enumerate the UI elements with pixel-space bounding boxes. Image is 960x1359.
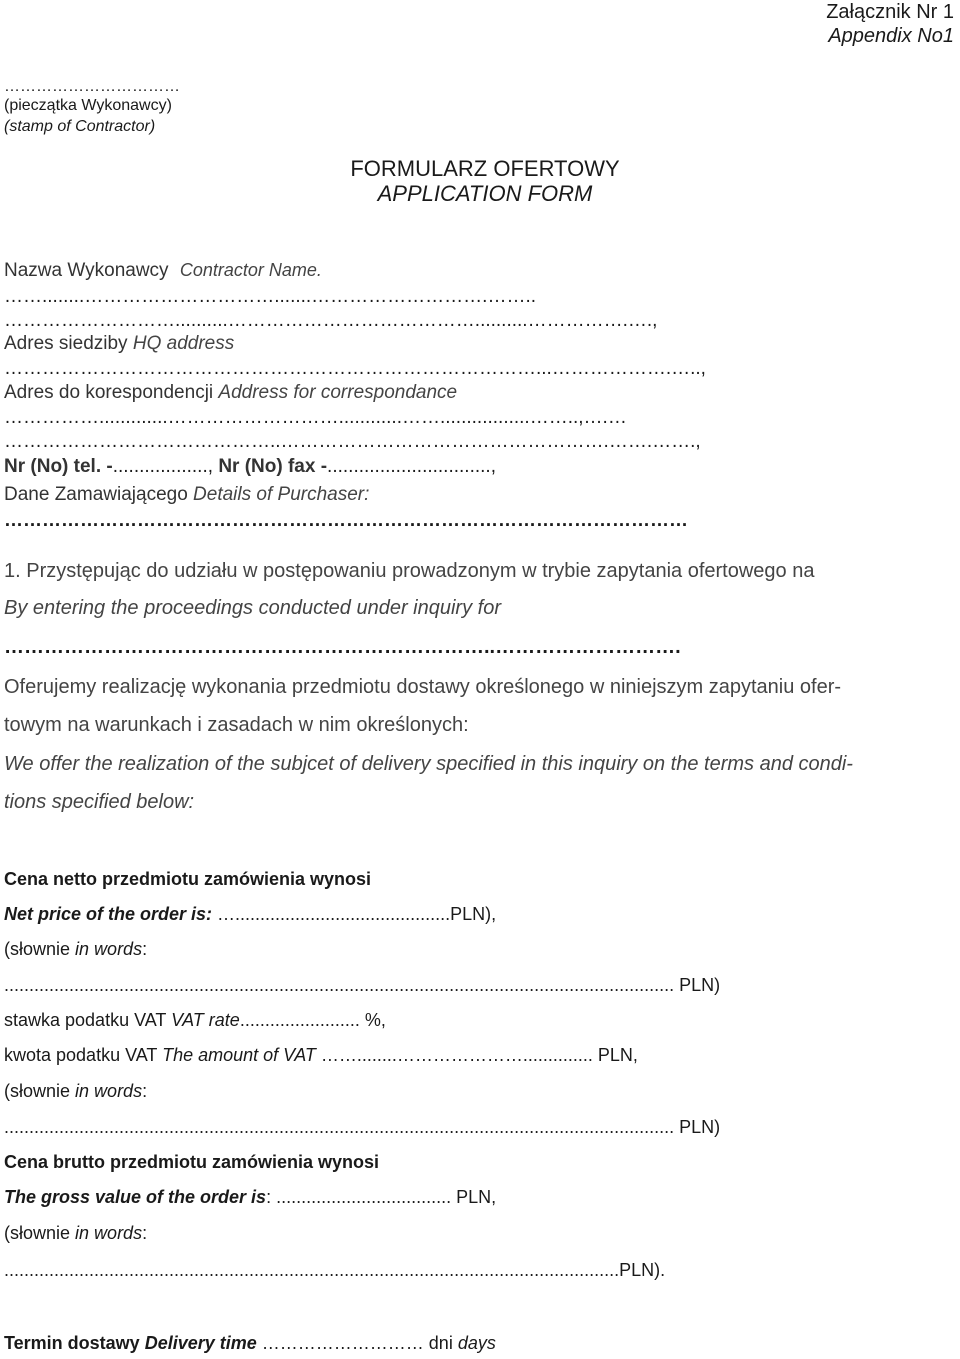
vat-amount-label: kwota podatku VAT <box>4 1045 158 1065</box>
gross-price-line <box>4 1187 496 1208</box>
gross-words-colon: : <box>142 1223 148 1243</box>
delivery-time-label: Termin dostawy <box>4 1333 140 1353</box>
gross-words-label-pl: (słownie <box>4 1223 71 1243</box>
net-words-label-en: in words <box>75 939 143 959</box>
offer-text-pl-2: towym na warunkach i zasadach w nim określonych: <box>4 714 469 736</box>
correspondence-address-label <box>4 382 457 404</box>
vat-words-colon: : <box>142 1081 148 1101</box>
delivery-unit-en: days <box>457 1333 496 1353</box>
net-words-label-pl: (słownie <box>4 939 71 959</box>
gross-price-label: Cena brutto przedmiotu zamówienia wynosi <box>4 1152 380 1172</box>
vat-words-label-pl: (słownie <box>4 1081 71 1101</box>
vat-words-label-en: in words <box>75 1081 143 1101</box>
delivery-time-label-en: Delivery time <box>144 1333 257 1353</box>
net-price-field: …...........................................PLN), <box>212 904 497 924</box>
delivery-time-field: ……………………… <box>256 1333 429 1353</box>
correspondence-address-line-1: …………….............………………………............…….................……..,….… <box>4 407 627 428</box>
hq-address-label <box>4 333 234 355</box>
vat-amount-field: ……........………………….............. PLN, <box>315 1045 638 1065</box>
offer-text-en-2: tions specified below: <box>4 791 195 813</box>
correspondence-address-label-en: Address for correspondance <box>218 382 458 403</box>
contractor-name-line-1: ……........………………………….......……………………….…….. <box>4 286 537 307</box>
section-1-heading-en: By entering the proceedings conducted under inquiry for <box>4 597 501 619</box>
vat-words-field: ...................................................................................................................................... PLN) <box>4 1117 721 1137</box>
stamp-label: (pieczątka Wykonawcy) <box>4 97 172 114</box>
stamp-dots: …………………………… <box>4 78 180 95</box>
correspondence-address-label-pl: Adres do korespondencji <box>4 382 214 403</box>
gross-words-label-en: in words <box>75 1223 143 1243</box>
delivery-unit: dni <box>428 1333 453 1353</box>
vat-rate-label: stawka podatku VAT <box>4 1010 167 1030</box>
purchaser-label-pl: Dane Zamawiającego <box>4 484 188 505</box>
gross-price-field: : ................................... PLN, <box>266 1187 497 1207</box>
net-words-label <box>4 939 147 960</box>
correspondence-address-line-2: ……………………………………..…………………………………………….…….……., <box>4 431 701 452</box>
vat-rate-field: ........................ %, <box>239 1010 386 1030</box>
net-words-colon: : <box>142 939 148 959</box>
vat-words-label <box>4 1081 147 1102</box>
vat-rate-label-en: VAT rate <box>171 1010 240 1030</box>
section-1-heading: 1. Przystępując do udziału w postępowaniu prowadzonym w trybie zapytania ofertowego na <box>4 560 815 582</box>
hq-address-label-en: HQ address <box>132 333 235 354</box>
net-price-label-en: Net price of the order is: <box>4 904 213 924</box>
fax-label: Nr (No) fax - <box>218 456 328 477</box>
gross-price-label-en: The gross value of the order is <box>4 1187 267 1207</box>
hq-address-label-pl: Adres siedziby <box>4 333 128 354</box>
offer-text-en-1: We offer the realization of the subjcet of delivery specified in this inquiry on the terms and condi- <box>4 753 853 775</box>
phone-separator: , <box>207 456 214 477</box>
phone-label: Nr (No) tel. - <box>4 456 113 477</box>
phone-field: .................. <box>112 456 208 477</box>
net-price-label: Cena netto przedmiotu zamówienia wynosi <box>4 869 372 889</box>
net-price-line <box>4 904 496 925</box>
offer-text-pl-1: Oferujemy realizację wykonania przedmiotu dostawy określonego w niniejszym zapytaniu ofer- <box>4 676 842 698</box>
contractor-name-line-2: ………………………..........…………………………………..........…………….…., <box>4 310 658 331</box>
fax-field: ............................... <box>327 456 491 477</box>
contact-line <box>4 456 496 478</box>
annex-number: Załącznik Nr 1 <box>826 1 954 23</box>
purchaser-label <box>4 484 369 506</box>
fax-separator: , <box>490 456 496 477</box>
form-title: FORMULARZ OFERTOWY <box>350 156 620 181</box>
net-words-field: ...................................................................................................................................... PLN) <box>4 975 721 995</box>
purchaser-line: ……………………………………………………………………………………………… <box>4 510 688 531</box>
vat-amount-label-en: The amount of VAT <box>162 1045 316 1065</box>
purchaser-label-en: Details of Purchaser: <box>193 484 370 505</box>
vat-rate-line <box>4 1010 386 1031</box>
form-title-en: APPLICATION FORM <box>377 181 593 206</box>
vat-amount-line <box>4 1045 638 1066</box>
hq-address-line: …………………………………………………………………………...……………….….., <box>4 358 706 379</box>
inquiry-subject-line: ………………………………………………………………..………………………. <box>4 636 681 658</box>
gross-words-label <box>4 1223 147 1244</box>
gross-words-field: ...........................................................................................................................PLN). <box>4 1260 666 1280</box>
contractor-name-label-pl: Nazwa Wykonawcy <box>4 260 169 281</box>
contractor-name-label <box>4 260 322 282</box>
delivery-time-line <box>4 1333 496 1354</box>
contractor-name-label-en: Contractor Name. <box>179 260 322 280</box>
stamp-label-en: (stamp of Contractor) <box>4 118 156 135</box>
annex-number-en: Appendix No1 <box>828 25 954 47</box>
